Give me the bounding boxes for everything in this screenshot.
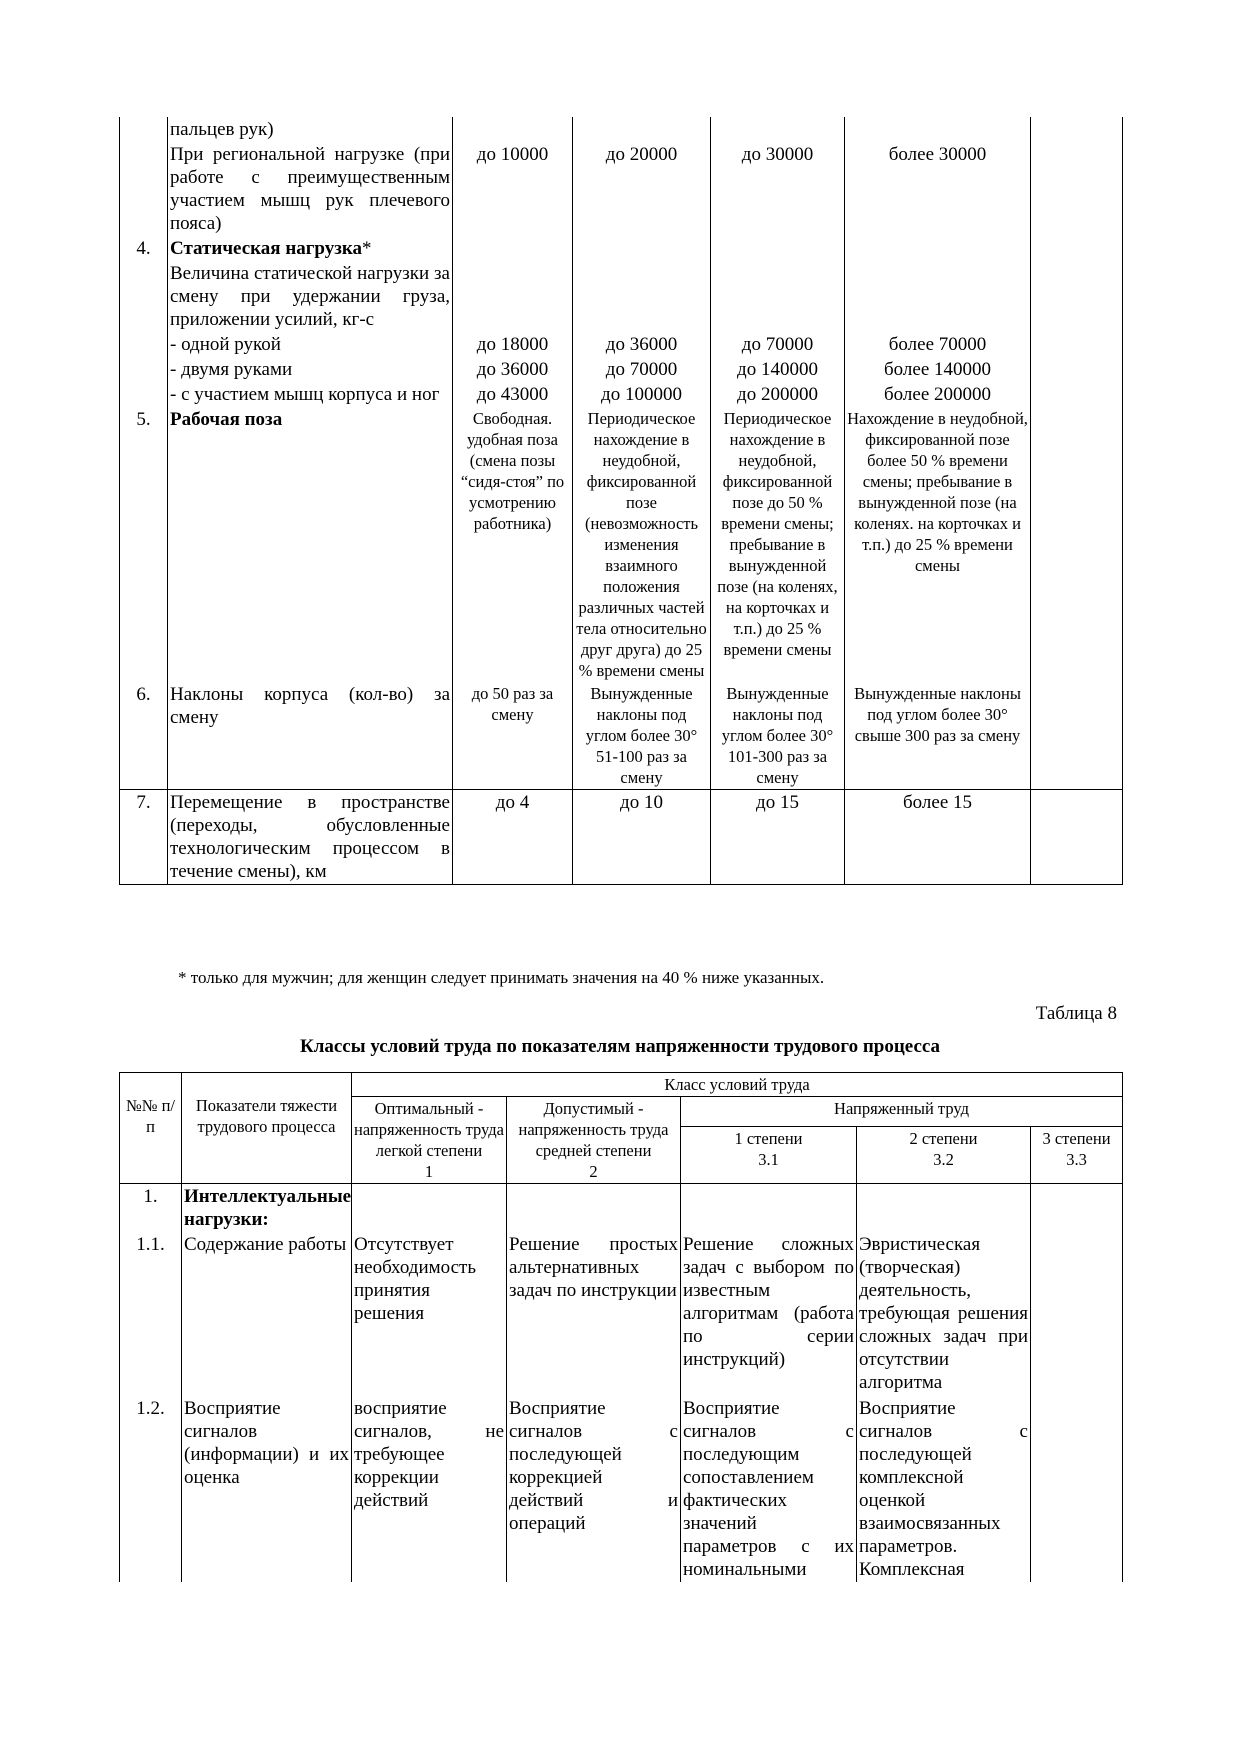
header-intense-group: Напряженный труд	[681, 1097, 1123, 1127]
header-allowable: Допустимый - напряженность труда средней степени 2	[507, 1097, 681, 1184]
row-number: 1.	[120, 1184, 182, 1233]
class-2-value: Периодическое нахождение в неудобной, фиксированной позе (невозможность изменения взаимного положения различных частей тела относительно друг друга) до 25 % времени смены	[573, 407, 711, 682]
degree-3-value	[1031, 1232, 1123, 1396]
empty-cell	[1031, 142, 1123, 236]
physical-load-table-continuation	[119, 117, 1123, 885]
class-3-2-value: более 30000	[845, 142, 1031, 236]
class-3-1-value: до 30000	[711, 142, 845, 236]
class-2-value: Вынужденные наклоны под углом более 30° 51-100 раз за смену	[573, 682, 711, 790]
indicator-name: пальцев рук)	[168, 117, 453, 142]
row-number: 7.	[120, 790, 168, 885]
class-1-value: Свободная. удобная поза (смена позы “сидя-стоя” по усмотрению работника)	[453, 407, 573, 682]
class-3-1-value: Вынужденные наклоны под углом более 30° 101-300 раз за смену	[711, 682, 845, 790]
table-row	[120, 382, 1123, 407]
optimal-value: Отсутствует необходимость принятия решения	[352, 1232, 507, 1396]
degree-2-value: Восприятие сигналов с последующей комплексной оценкой взаимосвязанных параметров. Комплексная	[857, 1396, 1031, 1582]
class-1-value: до 50 раз за смену	[453, 682, 573, 790]
optimal-value: восприятие сигналов, не требующее коррекции действий	[352, 1396, 507, 1582]
class-2-value: до 100000	[573, 382, 711, 407]
indicator-name: Содержание работы	[182, 1232, 352, 1396]
class-3-2-value: более 140000	[845, 357, 1031, 382]
header-degree-2: 2 степени 3.2	[857, 1127, 1031, 1184]
class-2-value: до 10	[573, 790, 711, 885]
indicator-name: Перемещение в пространстве (переходы, обусловленные технологическим процессом в течение смены), км	[168, 790, 453, 885]
class-2-value: до 36000	[573, 332, 711, 357]
class-3-1-value: до 140000	[711, 357, 845, 382]
section-heading: Статическая нагрузка	[170, 238, 363, 259]
class-3-1-value: до 15	[711, 790, 845, 885]
header-degree-1: 1 степени 3.1	[681, 1127, 857, 1184]
indicator-name: - одной рукой	[168, 332, 453, 357]
class-3-1-value: Периодическое нахождение в неудобной, фиксированной позе до 50 % времени смены; пребывание в вынужденной позе (на коленях, на корточках и т.п.) до 25 % времени смены	[711, 407, 845, 682]
degree-3-value	[1031, 1396, 1123, 1582]
table-row	[120, 682, 1123, 790]
class-1-value: до 43000	[453, 382, 573, 407]
class-3-2-value	[845, 117, 1031, 142]
row-number: 1.2.	[120, 1396, 182, 1582]
row-number	[120, 117, 168, 142]
class-3-2-value: более 70000	[845, 332, 1031, 357]
indicator-name: - с участием мышц корпуса и ног	[168, 382, 453, 407]
header-degree-3: 3 степени 3.3	[1031, 1127, 1123, 1184]
allowable-value: Восприятие сигналов с последующей коррекцией действий и операций	[507, 1396, 681, 1582]
header-class-group: Класс условий труда	[352, 1073, 1123, 1097]
row-number: 6.	[120, 682, 168, 790]
class-1-value: до 18000	[453, 332, 573, 357]
degree-1-value: Восприятие сигналов с последующим сопоставлением фактических значений параметров с их номинальными	[681, 1396, 857, 1582]
indicator-name: При региональной нагрузке (при работе с преимущественным участием мышц рук плечевого пояса)	[168, 142, 453, 236]
footnote: * только для мужчин; для женщин следует принимать значения на 40 % ниже указанных.	[178, 968, 825, 987]
table-title: Классы условий труда по показателям напряженности трудового процесса	[299, 1036, 941, 1057]
allowable-value: Решение простых альтернативных задач по инструкции	[507, 1232, 681, 1396]
indicator-name: Наклоны корпуса (кол-во) за смену	[168, 682, 453, 790]
degree-2-value: Эвристическая (творческая) деятельность, требующая решения сложных задач при отсутствии алгоритма	[857, 1232, 1031, 1396]
table-row	[120, 332, 1123, 357]
degree-1-value: Решение сложных задач с выбором по известным алгоритмам (работа по серии инструкций)	[681, 1232, 857, 1396]
row-number: 5.	[120, 407, 168, 682]
class-3-2-value: Нахождение в неудобной, фиксированной позе более 50 % времени смены; пребывание в вынужденной позе (на коленях. на корточках и т.п.) до 25 % времени смены	[845, 407, 1031, 682]
table-row	[120, 1396, 1123, 1582]
table-row	[120, 236, 1123, 261]
class-3-2-value: более 200000	[845, 382, 1031, 407]
class-1-value: до 36000	[453, 357, 573, 382]
indicator-name: Интеллектуальные нагрузки:	[182, 1184, 352, 1233]
header-optimal: Оптимальный - напряженность труда легкой степени 1	[352, 1097, 507, 1184]
class-1-value	[453, 117, 573, 142]
indicator-name: Восприятие сигналов (информации) и их оценка	[182, 1396, 352, 1582]
class-1-value: до 10000	[453, 142, 573, 236]
footnote-marker: *	[362, 238, 372, 259]
table-row	[120, 407, 1123, 682]
row-number	[120, 142, 168, 236]
class-3-1-value	[711, 117, 845, 142]
class-3-1-value: до 200000	[711, 382, 845, 407]
indicator-name	[168, 236, 453, 261]
table-row	[120, 790, 1123, 885]
table-row	[120, 142, 1123, 236]
empty-cell	[1031, 117, 1123, 142]
class-1-value: до 4	[453, 790, 573, 885]
table-row	[120, 357, 1123, 382]
indicator-name: Рабочая поза	[168, 407, 453, 682]
table-row	[120, 261, 1123, 332]
table-row	[120, 1232, 1123, 1396]
indicator-name: - двумя руками	[168, 357, 453, 382]
table-row	[120, 117, 1123, 142]
class-2-value	[573, 117, 711, 142]
class-2-value: до 20000	[573, 142, 711, 236]
row-number: 4.	[120, 236, 168, 261]
class-3-2-value: более 15	[845, 790, 1031, 885]
row-number: 1.1.	[120, 1232, 182, 1396]
header-indicators: Показатели тяжести трудового процесса	[182, 1073, 352, 1184]
indicator-name: Величина статической нагрузки за смену при удержании груза, приложении усилий, кг-с	[168, 261, 453, 332]
table-number: Таблица 8	[1035, 1003, 1117, 1024]
work-intensity-classes-table	[119, 1072, 1123, 1582]
header-row	[120, 1073, 1123, 1097]
header-number: №№ п/п	[120, 1073, 182, 1184]
table-row	[120, 1184, 1123, 1233]
class-3-1-value: до 70000	[711, 332, 845, 357]
class-2-value: до 70000	[573, 357, 711, 382]
class-3-2-value: Вынужденные наклоны под углом более 30° свыше 300 раз за смену	[845, 682, 1031, 790]
